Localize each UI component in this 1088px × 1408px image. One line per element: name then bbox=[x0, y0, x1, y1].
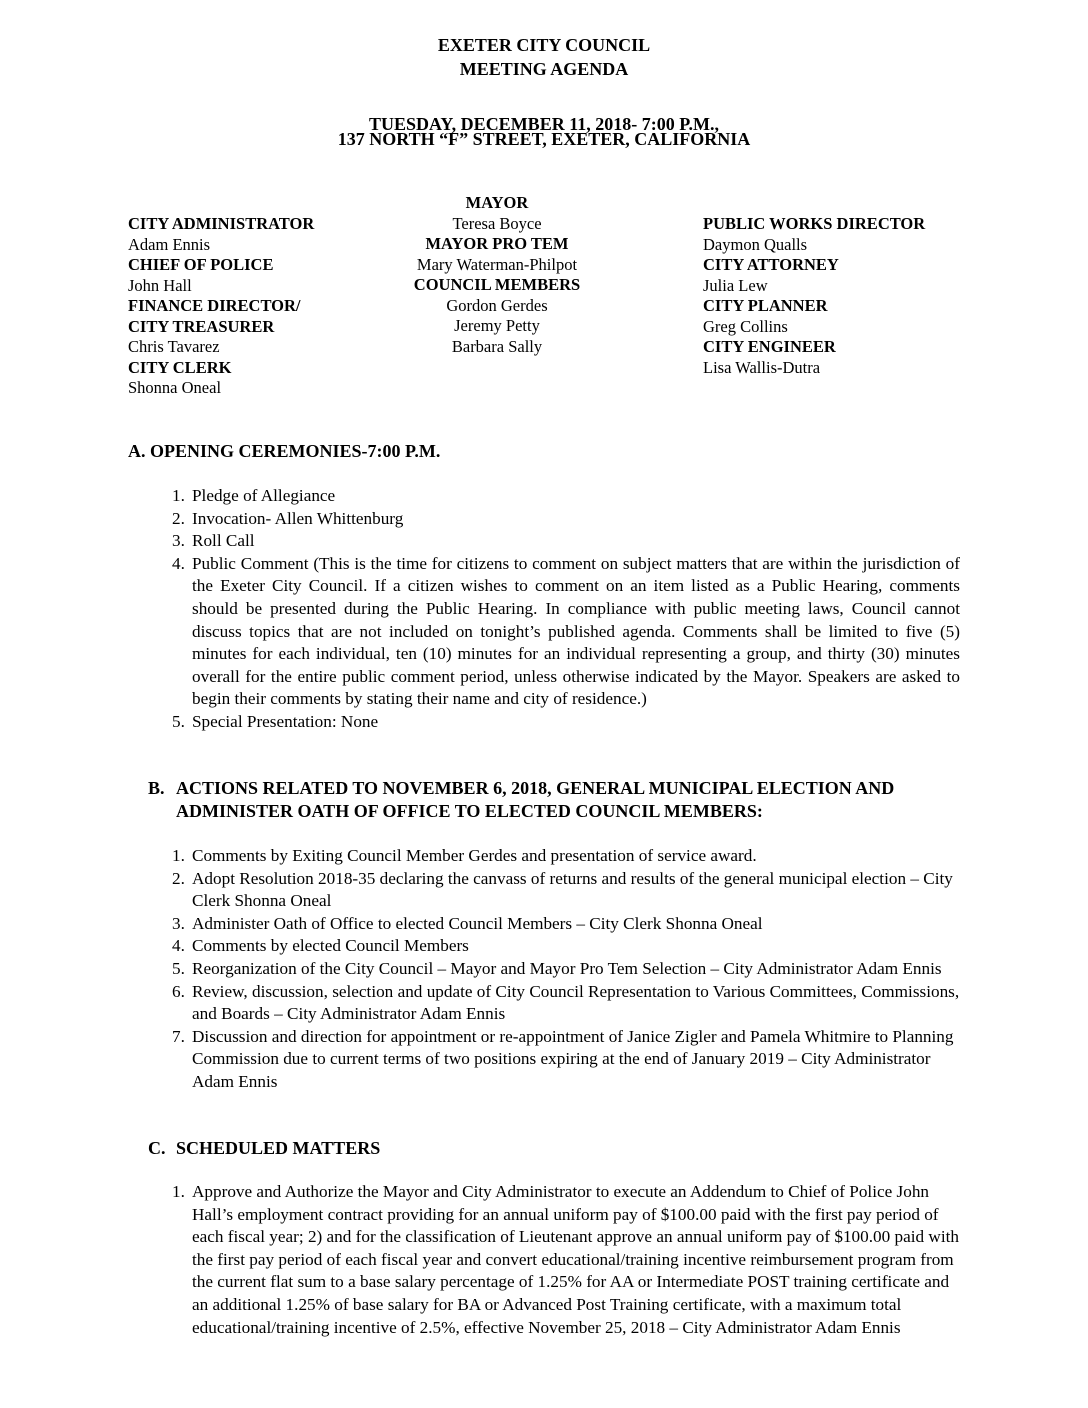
agenda-item bbox=[160, 711, 960, 734]
agenda-item bbox=[160, 981, 960, 1026]
agenda-item bbox=[160, 508, 960, 531]
roster-person-name: Teresa Boyce bbox=[452, 213, 542, 233]
agenda-item-number: 1. bbox=[172, 1182, 185, 1201]
agenda-title: MEETING AGENDA bbox=[459, 59, 629, 79]
agenda-item bbox=[160, 913, 960, 936]
section-b-heading-line2: ADMINISTER OATH OF OFFICE TO ELECTED COUNCIL MEMBERS: bbox=[176, 801, 763, 821]
agenda-item-number: 2. bbox=[172, 508, 185, 528]
roster-position-title: PUBLIC WORKS DIRECTOR bbox=[703, 214, 926, 233]
section-b-list bbox=[160, 845, 960, 1094]
section-b-heading-line1: ACTIONS RELATED TO NOVEMBER 6, 2018, GENERAL MUNICIPAL ELECTION AND bbox=[176, 778, 895, 798]
agenda-item bbox=[160, 868, 960, 913]
roster-position-title: FINANCE DIRECTOR/ bbox=[128, 296, 301, 315]
agenda-item bbox=[160, 530, 960, 553]
roster-position-title: MAYOR PRO TEM bbox=[425, 234, 569, 253]
roster-position-title: MAYOR bbox=[465, 193, 529, 212]
agenda-item-text: Public Comment (This is the time for citizens to comment on subject matters that are within the jurisdiction of the Exeter City Council. If a citizen wishes to comment on an item listed as a Public Hearing, comments should be presented during the Public Hearing. In compliance with public meeting laws, Council cannot discuss topics that are not included on tonight’s published agenda. Comments shall be limited to five (5) minutes for each individual, ten (10) minutes for an individual representing a group, and thirty (30) minutes overall for the entire public comment period, unless otherwise indicated by the Mayor. Speakers are asked to begin their comments by stating their name and city of residence.) bbox=[192, 553, 960, 709]
roster-person-name: Barbara Sally bbox=[451, 336, 543, 356]
agenda-item-text: Comments by Exiting Council Member Gerdes and presentation of service award. bbox=[192, 846, 757, 865]
agenda-item-text: Discussion and direction for appointment or re-appointment of Janice Zigler and Pamela Whitmire to Planning Commission due to current terms of two positions expiring at the end of January 2019 – City Administrator Adam Ennis bbox=[192, 1026, 954, 1091]
agenda-item-number: 3. bbox=[172, 913, 185, 933]
roster-person-name: Daymon Qualls bbox=[703, 234, 808, 254]
roster-position-title: CITY PLANNER bbox=[703, 296, 828, 315]
agenda-item-text: Review, discussion, selection and update of City Council Representation to Various Committees, Commissions, and Boards – City Administrator Adam Ennis bbox=[192, 981, 960, 1024]
agenda-item bbox=[160, 935, 960, 958]
agenda-item-text: Pledge of Allegiance bbox=[192, 486, 336, 505]
agenda-item-number: 4. bbox=[172, 553, 185, 573]
roster-center-column bbox=[396, 193, 598, 357]
roster-position-title: CITY TREASURER bbox=[128, 316, 275, 336]
roster-person-name: Mary Waterman-Philpot bbox=[416, 254, 578, 274]
agenda-item-number: 7. bbox=[172, 1026, 185, 1046]
roster-person-name: Greg Collins bbox=[703, 316, 788, 336]
roster-person-name: Shonna Oneal bbox=[128, 378, 222, 397]
agenda-item-number: 1. bbox=[172, 486, 185, 505]
section-a-heading: A. OPENING CEREMONIES-7:00 P.M. bbox=[128, 441, 441, 461]
roster-right-column bbox=[703, 214, 925, 378]
roster-person-name: John Hall bbox=[128, 275, 192, 295]
agenda-item-text: Reorganization of the City Council – Mayor and Mayor Pro Tem Selection – City Administrator Adam Ennis bbox=[192, 958, 942, 978]
agenda-item-number: 5. bbox=[172, 958, 185, 978]
agenda-item-text: Administer Oath of Office to elected Council Members – City Clerk Shonna Oneal bbox=[192, 913, 763, 933]
roster-person-name: Adam Ennis bbox=[128, 234, 211, 254]
roster-position-title: CITY ADMINISTRATOR bbox=[128, 214, 315, 233]
roster-person-name: Gordon Gerdes bbox=[446, 295, 548, 315]
agenda-item-text: Invocation- Allen Whittenburg bbox=[192, 508, 404, 528]
roster-person-name: Julia Lew bbox=[703, 275, 768, 295]
agenda-item-number: 3. bbox=[172, 531, 185, 551]
agenda-item bbox=[160, 485, 960, 508]
roster-position-title: COUNCIL MEMBERS bbox=[413, 275, 581, 294]
council-title: EXETER CITY COUNCIL bbox=[437, 35, 651, 55]
agenda-item-text: Adopt Resolution 2018-35 declaring the canvass of returns and results of the general municipal election – City Clerk Shonna Oneal bbox=[192, 868, 953, 911]
agenda-item-number: 2. bbox=[172, 868, 185, 888]
agenda-item-number: 1. bbox=[172, 846, 185, 865]
roster-position-title: CITY ATTORNEY bbox=[703, 255, 839, 274]
roster-position-title: CITY ENGINEER bbox=[703, 337, 836, 356]
meeting-date: TUESDAY, DECEMBER 11, 2018- 7:00 P.M., bbox=[368, 114, 720, 134]
agenda-item-text: Approve and Authorize the Mayor and City Administrator to execute an Addendum to Chief of Police John Hall’s employment contract providing for an annual uniform pay of $100.00 paid with the first pay period of each fiscal year; 2) and for the classification of Lieutenant approve an annual uniform pay of $100.00 paid with the first pay period of each fiscal year and convert educational/training incentive reimbursement program from the current flat sum to a base salary percentage of 1.25% for AA or Intermediate POST training certificate and an additional 1.25% of base salary for BA or Advanced Post Training certificate, with a maximum total educational/training incentive of 2.5%, effective November 25, 2018 – City Administrator Adam Ennis bbox=[192, 1182, 959, 1337]
agenda-item bbox=[160, 553, 960, 711]
agenda-item bbox=[160, 845, 960, 868]
agenda-item-number: 4. bbox=[172, 936, 185, 956]
section-b-letter: B. bbox=[148, 778, 165, 798]
agenda-item-number: 6. bbox=[172, 981, 185, 1001]
agenda-item-text: Special Presentation: None bbox=[192, 711, 379, 731]
meeting-address: 137 NORTH “F” STREET, EXETER, CALIFORNIA bbox=[337, 129, 751, 149]
roster-position-title: CHIEF OF POLICE bbox=[128, 255, 274, 274]
roster-left-column bbox=[128, 214, 314, 399]
section-c-list bbox=[160, 1181, 960, 1339]
agenda-item-text: Roll Call bbox=[192, 531, 255, 551]
section-c-letter: C. bbox=[148, 1138, 166, 1158]
agenda-item-text: Comments by elected Council Members bbox=[192, 936, 469, 956]
roster-position-title: CITY CLERK bbox=[128, 357, 232, 377]
section-c-heading: SCHEDULED MATTERS bbox=[176, 1138, 381, 1158]
section-a-list bbox=[160, 485, 960, 734]
roster-person-name: Lisa Wallis-Dutra bbox=[703, 357, 821, 377]
roster-person-name: Chris Tavarez bbox=[128, 337, 220, 356]
agenda-item-number: 5. bbox=[172, 711, 185, 731]
agenda-item bbox=[160, 958, 960, 981]
agenda-item bbox=[160, 1181, 960, 1339]
roster-person-name: Jeremy Petty bbox=[454, 316, 540, 335]
agenda-item bbox=[160, 1026, 960, 1094]
